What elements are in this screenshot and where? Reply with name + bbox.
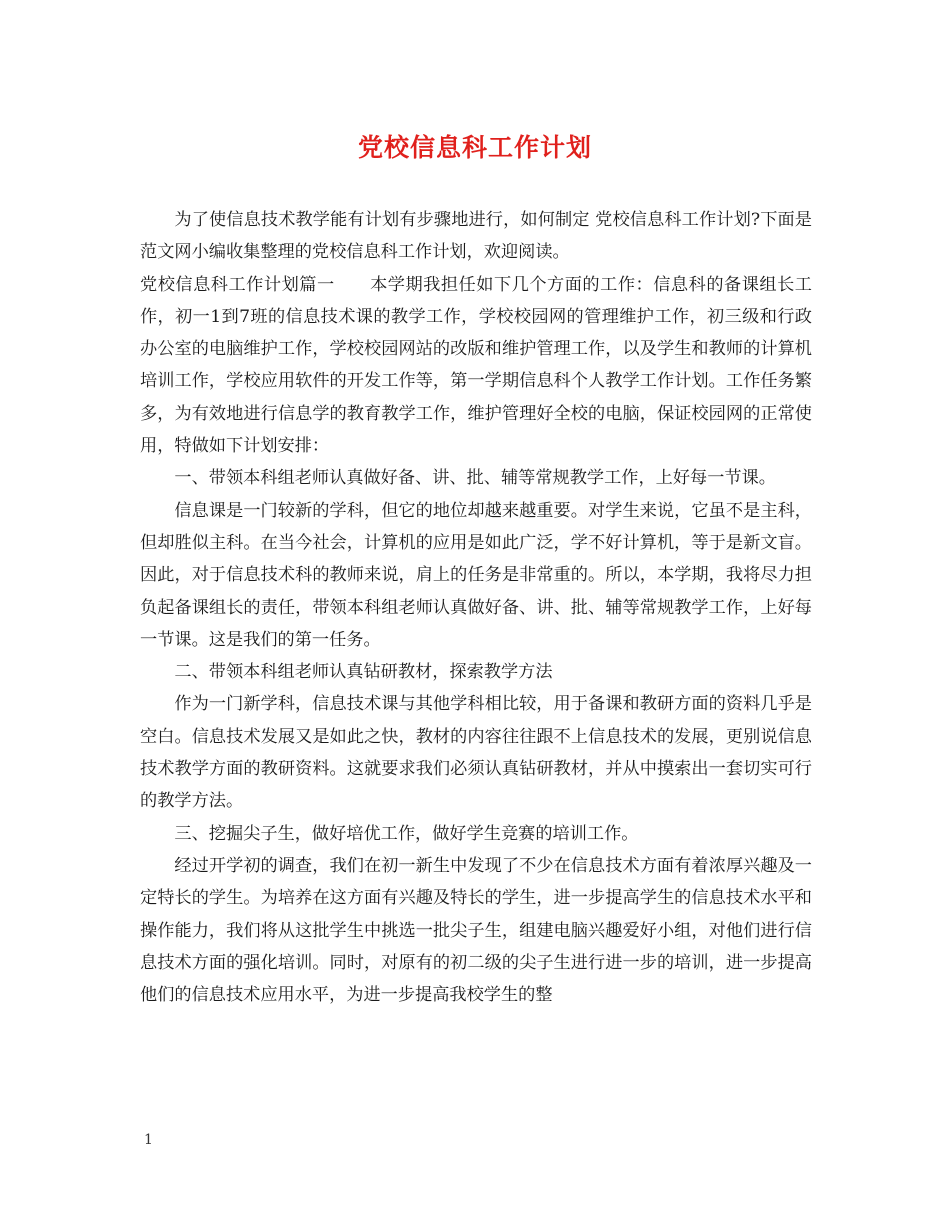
heading-section-three: 三、挖掘尖子生，做好培优工作，做好学生竞赛的培训工作。 — [174, 823, 639, 844]
document-body — [140, 204, 812, 1011]
paragraph-section-three: 经过开学初的调查，我们在初一新生中发现了不少在信息技术方面有着浓厚兴趣及一定特长的学生。为培养在这方面有兴趣及特长的学生，进一步提高学生的信息技术水平和操作能力，我们将从这批学生中挑选一批尖子生，组建电脑兴趣爱好小组，对他们进行信息技术方面的强化培训。同时，对原有的初二级的尖子生进行进一步的培训，进一步提高他们的信息技术应用水平，为进一步提高我校学生的整 — [140, 855, 812, 1006]
paragraph-section-two: 作为一门新学科，信息技术课与其他学科相比较，用于备课和教研方面的资料几乎是空白。信息技术发展又是如此之快，教材的内容往往跟不上信息技术的发展，更别说信息技术教学方面的教研资料。这就要求我们必须认真钻研教材，并从中摸索出一套切实可行的教学方法。 — [140, 694, 812, 812]
paragraph-plan-part-one: 党校信息科工作计划篇一 本学期我担任如下几个方面的工作：信息科的备课组长工作，初一1到7班的信息技术课的教学工作，学校校园网的管理维护工作，初三级和行政办公室的电脑维护工作，学校校园网站的改版和维护管理工作，以及学生和教师的计算机培训工作，学校应用软件的开发工作等，第一学期信息科个人教学工作计划。工作任务繁多，为有效地进行信息学的教育教学工作，维护管理好全校的电脑，保证校园网的正常使用，特做如下计划安排： — [140, 274, 812, 457]
page-number: 1 — [144, 1132, 153, 1148]
heading-section-one: 一、带领本科组老师认真做好备、讲、批、辅等常规教学工作，上好每一节课。 — [174, 468, 776, 489]
paragraph-intro: 为了使信息技术教学能有计划有步骤地进行，如何制定 党校信息科工作计划?下面是范文网小编收集整理的党校信息科工作计划，欢迎阅读。 — [140, 210, 812, 263]
document-title: 党校信息科工作计划 — [357, 133, 592, 162]
heading-section-two: 二、带领本科组老师认真钻研教材，探索教学方法 — [174, 662, 553, 683]
paragraph-section-one: 信息课是一门较新的学科，但它的地位却越来越重要。对学生来说，它虽不是主科，但却胜似主科。在当今社会，计算机的应用是如此广泛，学不好计算机，等于是新文盲。因此，对于信息技术科的教师来说，肩上的任务是非常重的。所以，本学期，我将尽力担负起备课组长的责任，带领本科组老师认真做好备、讲、批、辅等常规教学工作，上好每一节课。这是我们的第一任务。 — [140, 500, 812, 650]
